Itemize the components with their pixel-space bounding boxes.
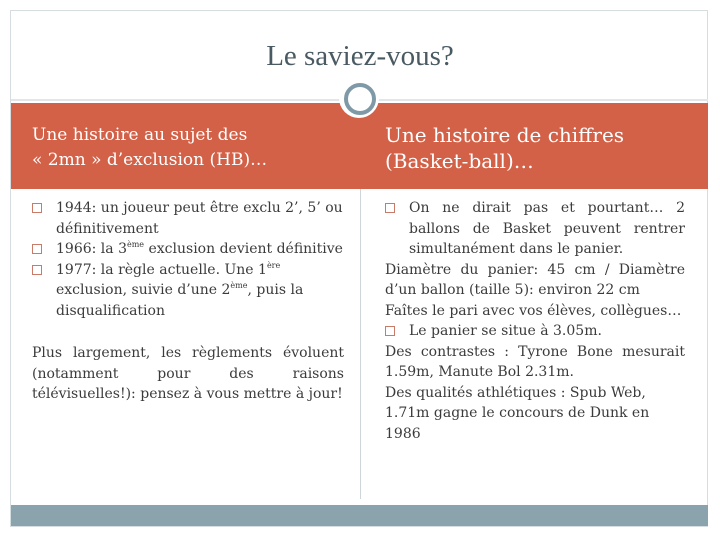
right-paragraph: Diamètre du panier: 45 cm / Diamètre d’un ballon (taille 5): environ 22 cm xyxy=(385,261,685,298)
bullet-text: Le panier se situe à 3.05m. xyxy=(409,323,602,339)
left-column xyxy=(32,198,344,405)
checkbox-bullet-icon xyxy=(32,265,42,275)
checkbox-bullet-icon xyxy=(385,326,395,336)
left-paragraph: Plus largement, les règlements évoluent (notamment pour des raisons télévisuelles!): pensez à vous mettre à jour! xyxy=(32,345,344,402)
slide-title: Le saviez-vous? xyxy=(266,40,454,72)
checkbox-bullet-icon xyxy=(32,244,42,254)
bullet-text-post: , puis la disqualification xyxy=(56,282,304,319)
list-item xyxy=(385,198,685,260)
bullet-text-post: exclusion devient définitive xyxy=(144,241,343,257)
right-column xyxy=(385,198,685,444)
column-divider xyxy=(360,189,361,499)
ordinal-suffix: ère xyxy=(266,260,281,270)
bullet-text: On ne dirait pas et pourtant… 2 ballons de Basket peuvent rentrer simultanément dans le panier. xyxy=(409,200,685,257)
right-paragraph: Des qualités athlétiques : Spub Web, 1.71m gagne le concours de Dunk en 1986 xyxy=(385,384,650,442)
right-heading-line-1: Une histoire de chiffres xyxy=(385,123,625,147)
bullet-text: 1944: un joueur peut être exclu 2’, 5’ ou définitivement xyxy=(56,200,343,237)
left-heading-line-2: « 2mn » d’exclusion (HB)… xyxy=(32,150,268,170)
bullet-text-pre: 1977: la règle actuelle. Une 1 xyxy=(56,261,267,278)
list-item xyxy=(385,321,685,342)
footer-band xyxy=(11,505,708,526)
bullet-text-pre: 1966: la 3 xyxy=(56,241,127,257)
checkbox-bullet-icon xyxy=(385,203,395,213)
ordinal-suffix: ème xyxy=(126,240,145,249)
left-heading xyxy=(32,123,332,173)
list-item xyxy=(32,198,344,239)
right-paragraph: Faîtes le pari avec vos élèves, collègues… xyxy=(385,302,682,319)
list-item xyxy=(32,260,344,322)
bullet-text-mid: exclusion, suivie d’une 2 xyxy=(56,282,231,298)
list-item xyxy=(32,239,344,260)
right-heading xyxy=(385,122,705,174)
circle-ring-icon xyxy=(344,83,376,115)
checkbox-bullet-icon xyxy=(32,203,42,213)
ordinal-suffix: ème xyxy=(230,281,248,290)
left-heading-line-1: Une histoire au sujet des xyxy=(32,125,248,145)
right-paragraph: Des contrastes : Tyrone Bone mesurait 1.59m, Manute Bol 2.31m. xyxy=(385,343,685,380)
right-heading-line-2: (Basket-ball)… xyxy=(385,149,534,173)
